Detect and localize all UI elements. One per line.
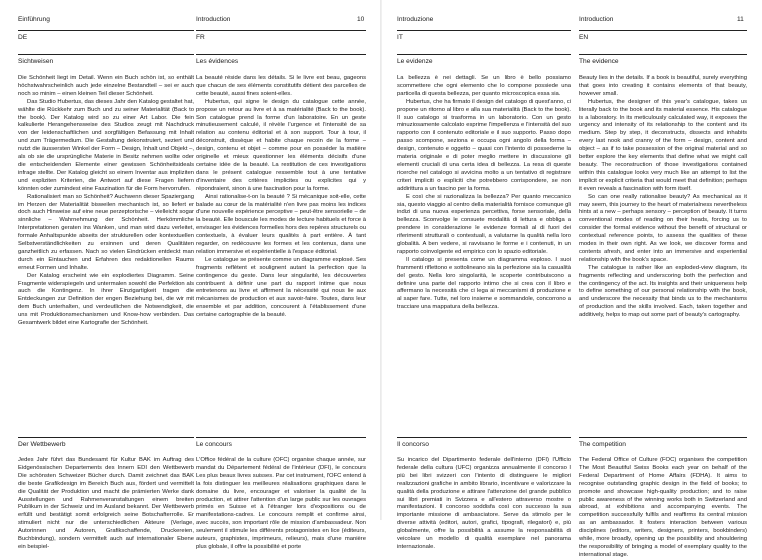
section-title: The competition [579, 441, 626, 448]
paragraph: Su incarico del Dipartimento federale dell'interno (DFI) l'Ufficio federale della cultura (UFC) organizza annualmente il concorso I più bei libri svizzeri con l'intento di distinguere le migliori realizzazioni grafiche in ambito librario, incentivare e valorizzare la qualità della produzione e attirare l'attenzione del grande pubblico sui libri premiati in Svizzera e all'estero attraverso mostre o manifestazioni. Il concorso soddisfa così con successo la sua importante missione di ambasciatore. Serve da stimolo per le diverse attività (editori, autori, grafici, tipografi, rilegatori) e, più globalmente, offre la possibilità a assume la responsabilità di veicolare un modello di qualità esemplare nel panorama internazionale. [397, 457, 571, 550]
section-rule [196, 54, 366, 55]
language-label: FR [196, 30, 366, 43]
section-rule [196, 437, 366, 438]
section-body [579, 457, 747, 558]
section-rule [397, 437, 571, 438]
paragraph: Ainsi rationalise-t-on la beauté ? Si mécanique soit-elle, cette balade au cœur de la matérialité n'en livre pas moins les indices d'une nouvelle expérience perceptive – peut-être sensorielle – de la beauté. Elle bouscule les modes de lecture habituels et force à envisager les évidences formelles hors des repères structurels ou contextuels, à évaluer leurs qualités à part entière. À tant regarder, on redécouvre les formes et les contenus, dans une relation immersive et expérientielle à l'espace éditorial. [196, 193, 366, 255]
section-body [397, 75, 571, 432]
section-body [397, 457, 571, 550]
paragraph: Jedes Jahr führt das Bundesamt für Kultur BAK im Auftrag des Eidgenössischen Departements des Innern EDI den Wettbewerb Die schönsten Schweizer Bücher durch. Damit zeichnet das BAK die beste Grafikdesign im Bereich Buch aus, fördert und vermittelt die Qualität der Produktion und macht die prämierten Werke dank Ausstellungen und Rahmenveranstaltungen einem breiten Publikum in der Schweiz und im Ausland bekannt. Der Wettbewerb erfüllt und bestätigt somit erfolgreich seine Botschafterrolle. Er stimuliert nicht nur die unterschiedlichen Akteure (Verlage, Autorinnen und Autoren, Grafikschaffende, Druckereien, Buchbindung), sondern vermittelt auch auf internationaler Ebene ein beispiel- [18, 457, 194, 550]
paragraph: Die Schönheit liegt im Detail. Wenn ein Buch schön ist, so enthält höchstwahrscheinlich auch jede einzelne Bestandteil – sei er auch noch so minim – einen kleinen Teil dieser Schönheit. [18, 75, 194, 97]
paragraph: Le catalogue se présente comme un diagramme explosé. Ses fragments reflètent et soulignent autant la perfection que la contingence du geste. Dans leur singularité, les découvertes contribuent à définir une part du rapport intime que nous entretenons au livre et affirment la nécessité qui nous lie aux mécanismes de production et aux savoir-faire. Toutes, dans leur ensemble et par addition, concourent à l'établissement d'une certaine cartographie de la beauté. [196, 256, 366, 319]
section-rule [18, 437, 194, 438]
page-number-right: 11 [737, 16, 744, 23]
paragraph: L'Office fédéral de la culture (OFC) organise chaque année, sur mandat du Département fédéral de l'intérieur (DFI), le concours Les plus beaux livres suisses. Par cet instrument, l'OFC entend à la fois distinguer les meilleures réalisations graphiques dans le domaine du livre, encourager et valoriser la qualité de la production, et attirer l'attention d'un large public sur les ouvrages primés en Suisse et à l'étranger lors d'expositions ou de manifestations-cadres. Le concours remplit et confirme ainsi, avec succès, son important rôle de mission d'ambassadeur. Non seulement il stimule les différents protagonistes en lice (éditeurs, auteurs, graphistes, imprimeurs, relieurs), mais d'une manière plus globale, il offre la possibilité et porte [196, 457, 366, 550]
paragraph: Das Studio Hubertus, das dieses Jahr den Katalog gestaltet hat, wählte die Rückkehr zum Buch und zu seiner Materialität (Back to the book). Der Katalog wird so zu einer Art Labor. Die fein kalkulierte Herangehensweise des Studios zeugt mit Nachdruck von der leidenschaftlichen und sorgfältigen Befassung mit Inhalt und zum Trägermedium. Die Gestaltung dekonstruiert, seziert und nutzt die äussersten Winkel der Form – Design, Inhalt und Objekt –, als ob sie die ursprüngliche Materie in Besitz nehmen wollte oder die entscheidenden Elemente einer gewissen Schönheitsideals infrage stellte. Der Katalog gleicht so einem Inventar aus impliziten und expliziten Kriterien, die Antwort auf diese Fragen liefern könnten oder zumindest eine Faszination für die Form hervorrufen. [18, 98, 194, 192]
section-title: Le evidenze [397, 58, 433, 65]
language-label: IT [397, 30, 571, 43]
section-body [579, 75, 747, 432]
paragraph: La beauté réside dans les détails. Si le livre est beau, gageons que chacun de ses éléments constitutifs détient des parcelles de cette beauté, aussi fines soient-elles. [196, 75, 366, 97]
section-rule [18, 54, 194, 55]
section-title: Sichtweisen [18, 58, 54, 65]
section-rule [397, 54, 571, 55]
language-label: DE [18, 30, 194, 43]
section-title: Les évidences [196, 58, 239, 65]
paragraph: Beauty lies in the details. If a book is beautiful, surely everything that goes into creating it contains elements of that beauty, however small. [579, 75, 747, 97]
page-gutter [380, 0, 382, 520]
section-body [196, 75, 366, 432]
section-rule [579, 437, 747, 438]
running-head: Introduction [579, 16, 614, 23]
section-title: Der Wettbewerb [18, 441, 66, 448]
paragraph: Hubertus, the designer of this year's catalogue, takes us literally back to the book and its material essence. His catalogue is a laboratory. In its meticulously calculated way, it exposes the urgency and intensity of its relationship to the content and its medium. Step by step, it deconstructs, dissects and inhabits every last nook and cranny of the form – design, content and object – as if to take possession of the original material and so better explore the key elements that define what we might call beauty. The reconstruction of those investigations contained within this catalogue looks very much like an attempt to list the implicit or explicit criteria that would meet that definition; perhaps it even reveals a fascination with form itself. [579, 98, 747, 192]
paragraph: So can one really rationalise beauty? As mechanical as it may seem, this journey to the heart of materialness nevertheless hints at a new – perhaps sensory – perception of beauty. It turns conventional modes of reading on their heads, forcing us to consider the formal evidence without the benefit of structural or contextual reference points, to assess the qualities of these modes in their own right. As we look, we discover forms and contents afresh, and enter into an immersive and experiential relationship with the book's space. [579, 193, 747, 263]
section-body [18, 75, 194, 432]
page-number-left: 10 [357, 16, 365, 23]
section-rule [579, 54, 747, 55]
paragraph: Rationalisiert man so Schönheit? Auchwenn dieser Spaziergang im Herzen der Materialität bisweilen mechanisch ist, so liefert er doch auch Hinweise auf eine neue perzeptorische – vielleicht sogar sinnliche – Wahrnehmung der Schönheit. Herkömmliche Interpretationen geraten ins Wanken, und man wird dazu verleitet, formale Anhaltspunkte abseits der strukturellen oder kontextuellen Selbstverständlichkeiten zu ersinnen und deren Qualitäten ganzheitlich zu erfassen. Nach so vielen Eindrücken entdeckt man durch ein Eintauchen und Erfahren des redaktionellen Raums erneut Formen und Inhalte. [18, 193, 194, 271]
section-title: Il concorso [397, 441, 429, 448]
paragraph: Hubertus, che ha firmato il design del catalogo di quest'anno, ci propone un ritorno al libro e alla sua materialità (Back to the book). Il suo catalogo si trasforma in un laboratorio. Con un gesto minuziosamente calcolato esprime l'impellenza e l'intensità del suo rapporto con il contenuto editoriale e il suo supporto. Passo dopo passo scompone, seziona e occupa ogni angolo della forma – design, contenuto e oggetto – quasi con l'intento di possederne la materia originale e di poter meglio mettere in discussione gli elementi cruciali di una certa idea di bellezza. La resa di queste ricerche nel catalogo si avvicina molto a un tentativo di registrare criteri impliciti o espliciti che potrebbero corrispondere, se non addirittura a un fascino per la forma. [397, 98, 571, 192]
section-body [18, 457, 194, 550]
paragraph: Hubertus, qui signe le design du catalogue cette année, propose un retour au livre et à sa matérialité (Back to the book). Son catalogue prend la forme d'un laboratoire. En un geste minutieusement calculé, il révèle l'urgence et l'intensité de sa relation au contenu éditorial et à son support. Tour à tour, il déconstruit, dissèque et habite chaque recoin de la forme – design, contenu et objet – comme pour en posséder la matière originelle et mieux questionner les éléments décisifs d'une certaine idée de la beauté. La restitution de ces investigations dans le présent catalogue ressemble tout à une tentative d'inventaire des critères implicites ou explicites qui y répondraient, sinon à une fascination pour la forme. [196, 98, 366, 192]
section-title: Le concours [196, 441, 232, 448]
running-head: Einführung [18, 16, 50, 23]
language-label: EN [579, 30, 747, 43]
paragraph: Der Katalog erscheint wie ein explodiertes Diagramm. Seine Fragmente widerspiegeln und untermalen sowohl die Perfektion als auch die Kontingenz. In ihrer Einzigartigkeit tragen die Entdeckungen zur Definition der engen Beziehung bei, die wir mit dem Buch unterhalten, und verdeutlichen die Notwendigkeit, die uns mit Produktionsmechanismen und Know-how verbinden. Das Gesamtwerk bildet eine Kartografie der Schönheit. [18, 272, 194, 327]
paragraph: La bellezza è nei dettagli. Se un libro è bello possiamo scommettere che ogni elemento che lo compone possiede una particella di questa bellezza, per quanto microscopica essa sia. [397, 75, 571, 97]
section-body [196, 457, 366, 550]
paragraph: The Federal Office of Culture (FOC) organises the competition The Most Beautiful Swiss Books each year on behalf of the Federal Department of Home Affairs (FDHA). It aims to recognise outstanding graphic design in the field of books; to promote and showcase high-quality production; and to raise public awareness of the winning works both in Switzerland and abroad, at exhibitions and accompanying events. The competition successfully fulfils and reaffirms its central mission as an ambassador. It fosters interaction between various disciplines (editors, writers, designers, printers, bookbinders) while, more broadly, opening up the possibility and shouldering the responsibility of bringing a model of exemplary quality to the international stage. [579, 457, 747, 558]
running-head: Introduzione [397, 16, 434, 23]
paragraph: Il catalogo si presenta come un diagramma esploso. I suoi frammenti riflettono e sottolineano sia la perfezione sia la casualità del gesto. Nella loro singolarità, le scoperte contribuiscono a definire una parte del rapporto intimo che si crea con il libro e affermano la necessità che ci lega ai meccanismi di produzione e al saper fare. Tutte, nel loro insieme e sommandole, concorrono a tracciare una mappatura della bellezza. [397, 256, 571, 311]
section-title: The evidence [579, 58, 619, 65]
paragraph: The catalogue is rather like an exploded-view diagram, its fragments reflecting and underscoring both the perfection and the contingency of the act. Its insights and their uniqueness help to define something of our personal relationship with the book, and underscore the necessity that binds us to the mechanisms of production and the skills involved. Each, taken together and additively, helps to map out some part of beauty's cartography. [579, 264, 747, 319]
running-head: Introduction [196, 16, 231, 23]
paragraph: E così che si razionalizza la bellezza? Per quanto meccanico sia, questo viaggio al centro della materialità fornisce comunque gli indizi di una nuova esperienza percettiva, forse sensoriale, della bellezza. Sconvolge le consuete modalità di lettura e obbliga a prendere in considerazione le evidenze formali al di fuori dei riferimenti strutturali o contestuali, a valutarne la qualità nella loro globalità. A ben vedere, si ravvisano le forme e i contenuti, in un rapporto coinvolgente ed empirico con lo spazio editoriale. [397, 193, 571, 255]
